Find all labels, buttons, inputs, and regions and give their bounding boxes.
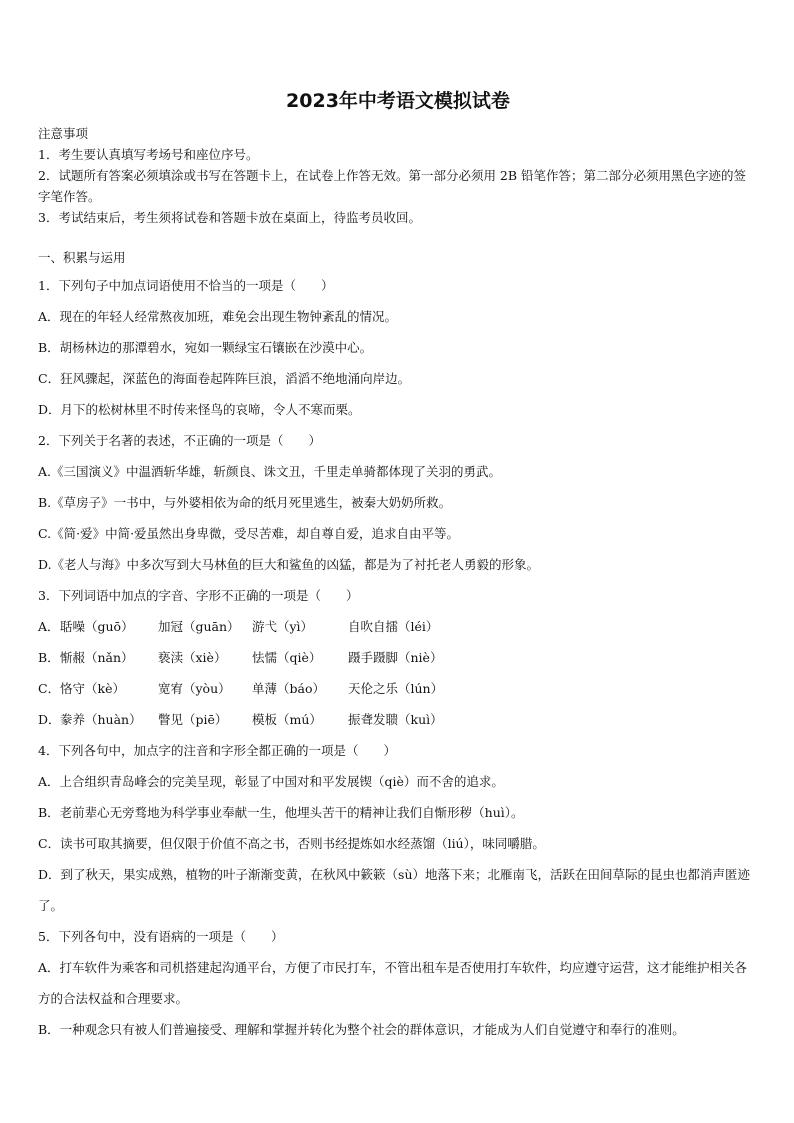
option-word: 振聋发聩（kuì） bbox=[348, 712, 443, 727]
question-1-option-d: D．月下的松树林里不时传来怪鸟的哀啼，令人不寒而栗。 bbox=[38, 402, 361, 417]
question-4-option-c: C．读书可取其摘要，但仅限于价值不高之书，否则书经提炼如水经蒸馏（liú），味同嚼腊。 bbox=[38, 836, 545, 851]
question-2 bbox=[38, 425, 758, 580]
question-2-option-c: C.《简·爱》中简·爱虽然出身卑微，受尽苦难，却自尊自爱，追求自由平等。 bbox=[38, 526, 460, 541]
notes-heading: 注意事项 bbox=[38, 126, 89, 141]
option-word: 加冠（guān） bbox=[158, 619, 240, 634]
option-word: 单薄（báo） bbox=[252, 681, 325, 696]
question-3-stem: 3．下列词语中加点的字音、字形不正确的一项是（ ） bbox=[38, 588, 359, 603]
question-5-stem: 5．下列各句中，没有语病的一项是（ ） bbox=[38, 929, 284, 944]
option-letter: A． bbox=[38, 619, 60, 634]
question-3-option-d bbox=[38, 704, 758, 735]
question-4-option-d: D．到了秋天，果实成熟，植物的叶子渐渐变黄，在秋风中簌簌（sù）地落下来；北雁南飞，活跃在田间草际的昆虫也都消声匿迹了。 bbox=[38, 867, 750, 913]
option-letter: C． bbox=[38, 681, 61, 696]
page-title: 2023年中考语文模拟试卷 bbox=[286, 90, 510, 112]
question-2-option-d: D.《老人与海》中多次写到大马林鱼的巨大和鲨鱼的凶猛，都是为了衬托老人勇毅的形象。 bbox=[38, 557, 540, 572]
option-word: 游弋（yì） bbox=[252, 619, 314, 634]
question-4-option-a: A．上合组织青岛峰会的完美呈现，彰显了中国对和平发展锲（qiè）而不舍的追求。 bbox=[38, 774, 504, 789]
note-item-3: 3．考试结束后，考生须将试卷和答题卡放在桌面上，待监考员收回。 bbox=[38, 210, 421, 225]
question-3 bbox=[38, 580, 758, 735]
question-2-option-b: B.《草房子》一书中，与外婆相依为命的纸月死里逃生，被秦大奶奶所救。 bbox=[38, 495, 452, 510]
question-1-option-b: B．胡杨林边的那潭碧水，宛如一颗绿宝石镶嵌在沙漠中心。 bbox=[38, 340, 373, 355]
question-3-option-c bbox=[38, 673, 758, 704]
option-word: 怯懦（qiè） bbox=[252, 650, 322, 665]
question-5-option-a: A．打车软件为乘客和司机搭建起沟通平台，方便了市民打车，不管出租车是否使用打车软件，均应遵守运营，这才能维护相关各方的合法权益和合理要求。 bbox=[38, 960, 748, 1006]
question-2-option-a: A.《三国演义》中温酒斩华雄，斩颜良、诛文丑，千里走单骑都体现了关羽的勇武。 bbox=[38, 464, 502, 479]
option-word: 恪守（kè） bbox=[60, 681, 125, 696]
option-word: 瞥见（piē） bbox=[158, 712, 228, 727]
question-4-option-b: B．老前辈心无旁骛地为科学事业奉献一生，他埋头苦干的精神让我们自惭形秽（huì）。 bbox=[38, 805, 524, 820]
note-item-1: 1．考生要认真填写考场号和座位序号。 bbox=[38, 147, 259, 162]
option-word: 亵渎（xiè） bbox=[158, 650, 227, 665]
question-3-option-b bbox=[38, 642, 758, 673]
option-word: 惭赧（nǎn） bbox=[60, 650, 134, 665]
question-5-option-b: B．一种观念只有被人们普遍接受、理解和掌握并转化为整个社会的群体意识，才能成为人们自觉遵守和奉行的准则。 bbox=[38, 1022, 685, 1037]
option-letter: D． bbox=[38, 712, 61, 727]
option-word: 宽宥（yòu） bbox=[158, 681, 231, 696]
question-1 bbox=[38, 270, 758, 425]
option-word: 模板（mú） bbox=[252, 712, 322, 727]
question-4 bbox=[38, 735, 758, 921]
option-word: 聒噪（guō） bbox=[60, 619, 134, 634]
question-2-stem: 2．下列关于名著的表述，不正确的一项是（ ） bbox=[38, 433, 321, 448]
question-3-option-a bbox=[38, 611, 758, 642]
option-letter: B． bbox=[38, 650, 60, 665]
section-heading: 一、积累与运用 bbox=[38, 250, 126, 265]
option-word: 豢养（huàn） bbox=[60, 712, 142, 727]
option-word: 天伦之乐（lún） bbox=[348, 681, 444, 696]
question-1-option-a: A．现在的年轻人经常熬夜加班，难免会出现生物钟紊乱的情况。 bbox=[38, 309, 398, 324]
question-1-option-c: C．狂风骤起，深蓝色的海面卷起阵阵巨浪，滔滔不绝地涌向岸边。 bbox=[38, 371, 411, 386]
question-4-stem: 4．下列各句中，加点字的注音和字形全都正确的一项是（ ） bbox=[38, 743, 396, 758]
option-word: 蹑手蹑脚（niè） bbox=[348, 650, 443, 665]
option-word: 自吹自擂（léi） bbox=[348, 619, 439, 634]
notes-block bbox=[38, 123, 758, 228]
note-item-2: 2．试题所有答案必须填涂或书写在答题卡上，在试卷上作答无效。第一部分必须用 2B 铅笔作答；第二部分必须用黑色字迹的签字笔作答。 bbox=[38, 168, 747, 204]
question-5 bbox=[38, 921, 758, 1045]
question-1-stem: 1．下列句子中加点词语使用不恰当的一项是（ ） bbox=[38, 278, 334, 293]
